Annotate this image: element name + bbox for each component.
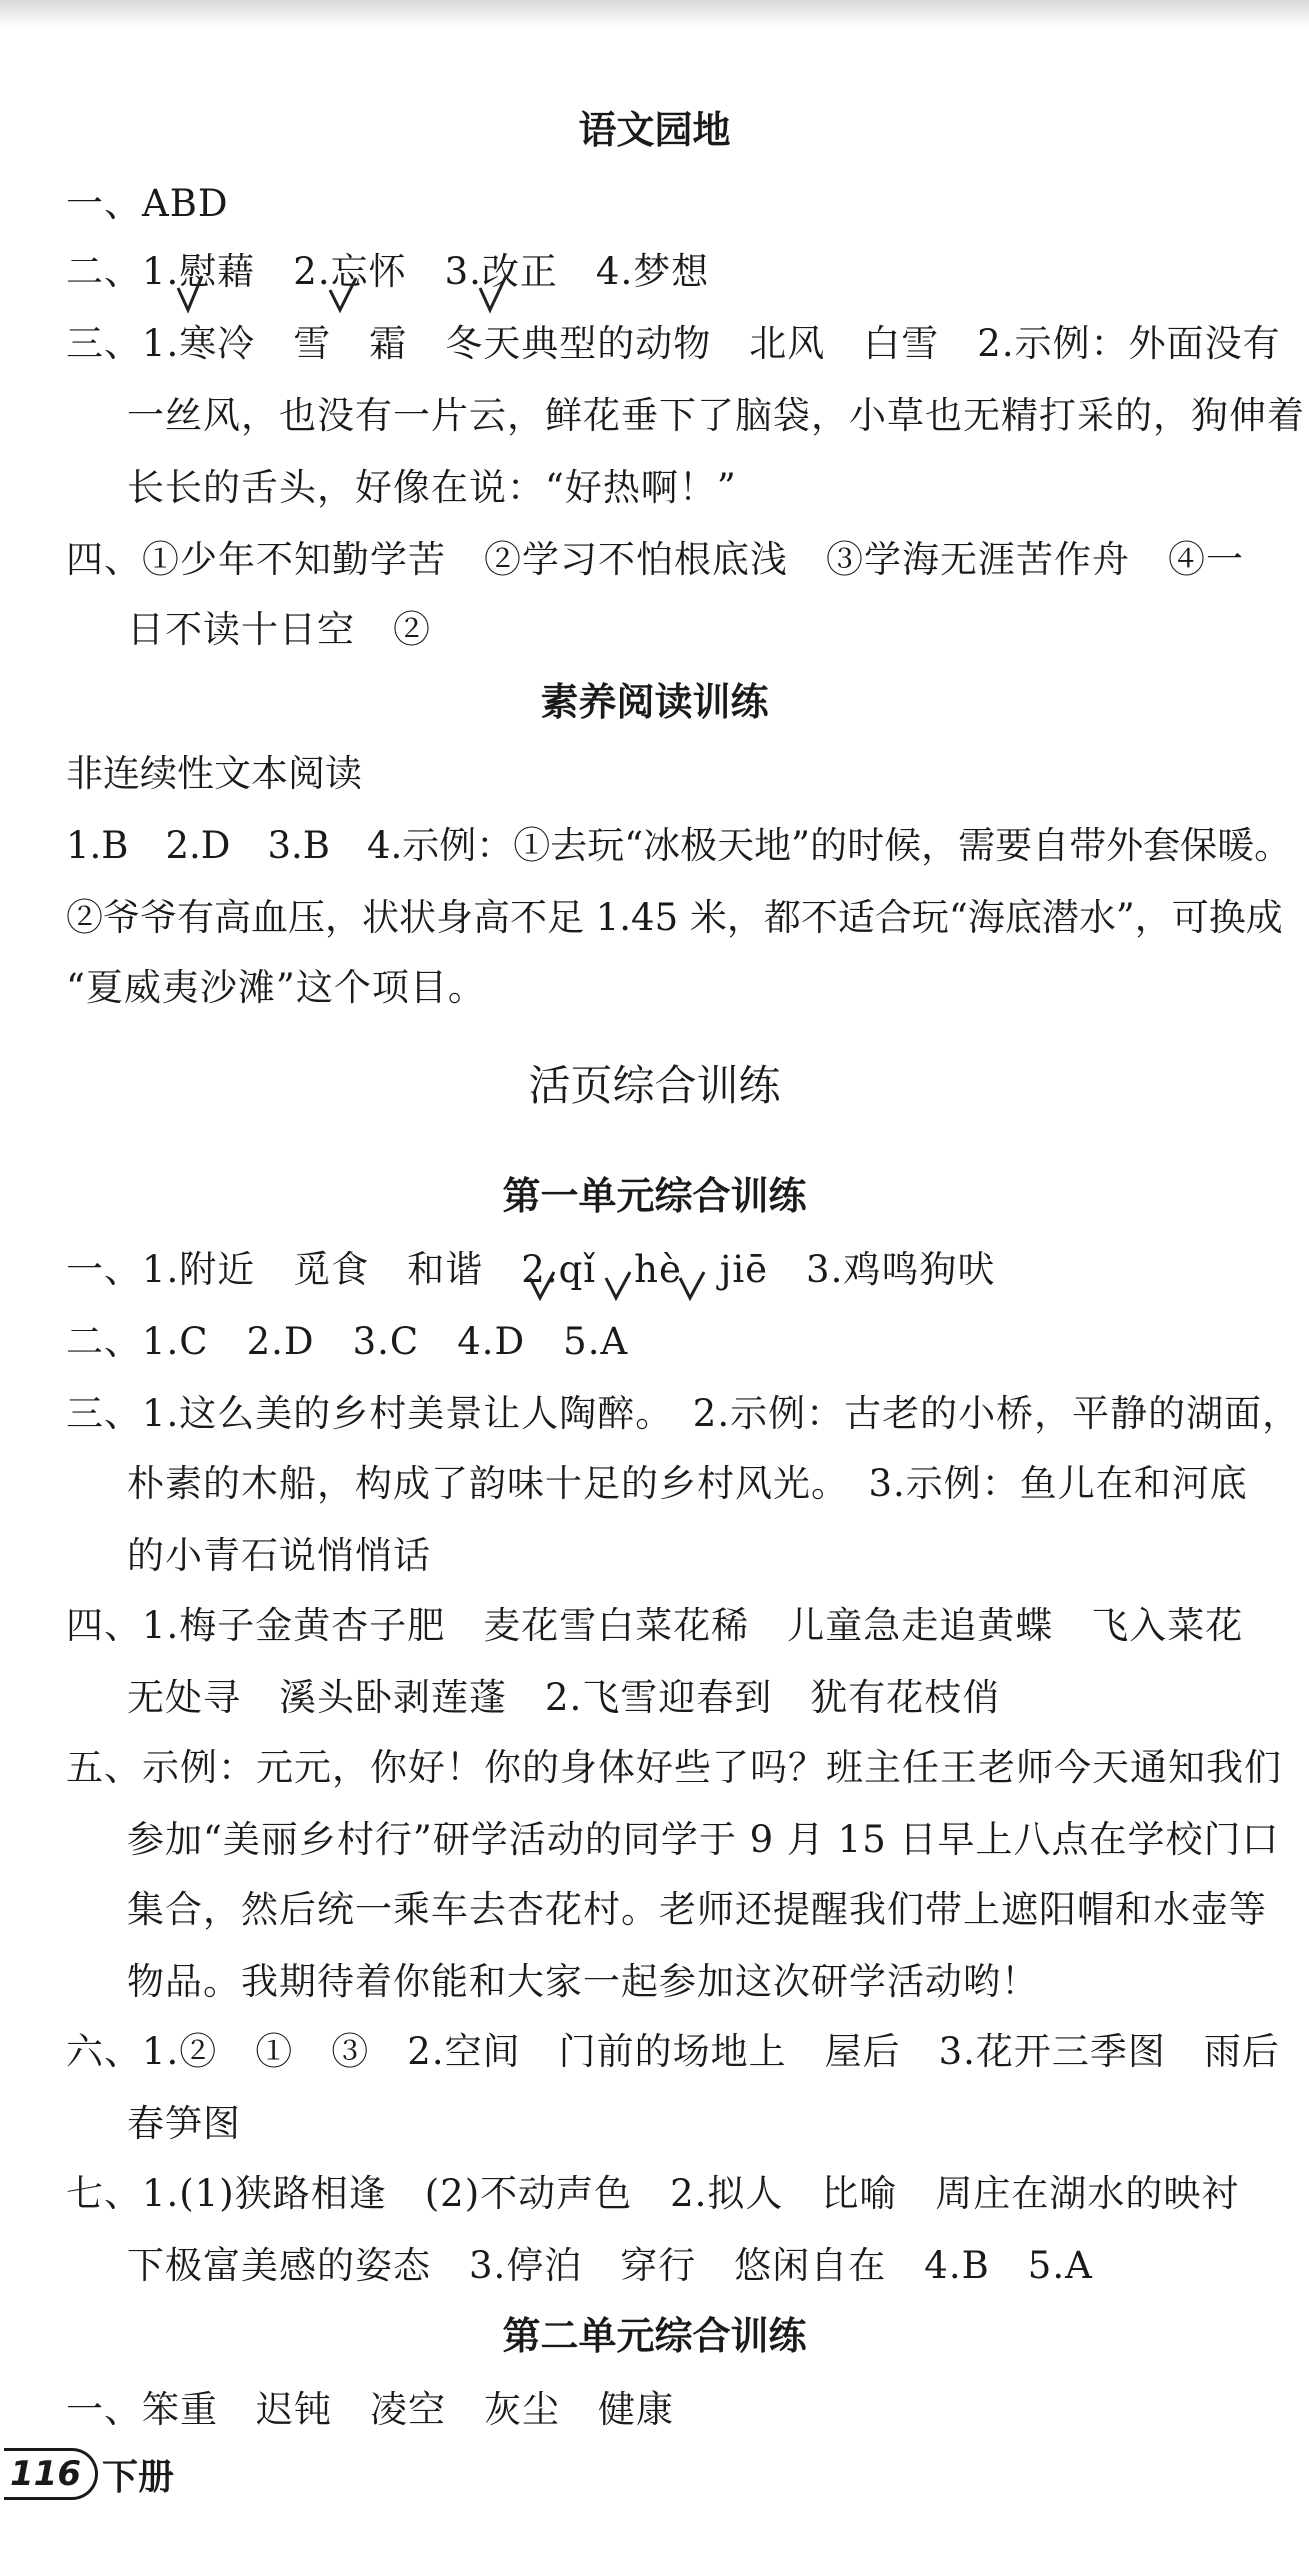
section-title-yuwen-yuandi: 语文园地 xyxy=(578,108,731,152)
answer-line: 物品。我期待着你能和大家一起参加这次研学活动哟！ xyxy=(127,1960,1039,2003)
handwritten-checkmarks xyxy=(150,268,670,318)
answer-line: 一、笨重 迟钝 凌空 灰尘 健康 xyxy=(66,2388,674,2431)
answer-line: 四、①少年不知勤学苦 ②学习不怕根底浅 ③学海无涯苦作舟 ④一 xyxy=(66,538,1244,581)
page-number: 116 xyxy=(4,2448,98,2500)
answer-line: 一、ABD xyxy=(66,182,229,225)
answer-line: 一丝风，也没有一片云，鲜花垂下了脑袋，小草也无精打采的，狗伸着 xyxy=(127,394,1305,437)
answer-line: 集合，然后统一乘车去杏花村。老师还提醒我们带上遮阳帽和水壶等 xyxy=(127,1888,1267,1931)
answer-line: 六、1.② ① ③ 2.空间 门前的场地上 屋后 3.花开三季图 雨后 xyxy=(66,2030,1280,2073)
section-title-unit2: 第二单元综合训练 xyxy=(502,2314,807,2358)
section-title-unit1: 第一单元综合训练 xyxy=(502,1174,807,1218)
answer-line: “夏威夷沙滩”这个项目。 xyxy=(66,966,486,1009)
answer-line: 五、示例：元元，你好！你的身体好些了吗？班主任王老师今天通知我们 xyxy=(66,1746,1282,1789)
answer-line: 三、1.寒冷 雪 霜 冬天典型的动物 北风 白雪 2.示例：外面没有 xyxy=(66,322,1281,365)
answer-line: 二、1.C 2.D 3.C 4.D 5.A xyxy=(66,1320,629,1363)
answer-line: ②爷爷有高血压，状状身高不足 1.45 米，都不适合玩“海底潜水”，可换成 xyxy=(66,896,1283,939)
subsection-title: 非连续性文本阅读 xyxy=(66,752,362,795)
answer-line: 二、1.慰藉 2.忘怀 3.改正 4.梦想 xyxy=(66,250,710,293)
answer-line: 春笋图 xyxy=(127,2102,241,2145)
answer-line: 日不读十日空 ② xyxy=(127,608,431,651)
answer-line: 四、1.梅子金黄杏子肥 麦花雪白菜花稀 儿童急走追黄蝶 飞入菜花 xyxy=(66,1604,1244,1647)
section-title-suyang-yuedu: 素养阅读训练 xyxy=(540,680,769,724)
answer-line: 七、1.(1)狭路相逢 (2)不动声色 2.拟人 比喻 周庄在湖水的映衬 xyxy=(66,2172,1240,2215)
handwritten-checkmarks-pinyin xyxy=(520,1268,740,1308)
answer-line: 长长的舌头，好像在说：“好热啊！” xyxy=(127,466,737,509)
volume-label: 下册 xyxy=(101,2456,174,2498)
answer-line: 朴素的木船，构成了韵味十足的乡村风光。 3.示例：鱼儿在和河底 xyxy=(127,1462,1248,1505)
page-footer xyxy=(4,2445,174,2503)
answer-line: 下极富美感的姿态 3.停泊 穿行 悠闲自在 4.B 5.A xyxy=(127,2244,1093,2287)
section-title-huoye: 活页综合训练 xyxy=(528,1061,781,1110)
answer-line: 三、1.这么美的乡村美景让人陶醉。 2.示例：古老的小桥，平静的湖面， xyxy=(66,1392,1301,1435)
answer-line: 参加“美丽乡村行”研学活动的同学于 9 月 15 日早上八点在学校门口 xyxy=(127,1818,1280,1861)
answer-line: 无处寻 溪头卧剥莲蓬 2.飞雪迎春到 犹有花枝俏 xyxy=(127,1676,1001,1719)
answer-line: 1.B 2.D 3.B 4.示例：①去玩“冰极天地”的时候，需要自带外套保暖。 xyxy=(66,824,1292,867)
answer-line: 一、1.附近 觅食 和谐 2.qǐ hè jiē 3.鸡鸣狗吠 xyxy=(66,1248,996,1291)
answer-line: 的小青石说悄悄话 xyxy=(127,1534,431,1577)
